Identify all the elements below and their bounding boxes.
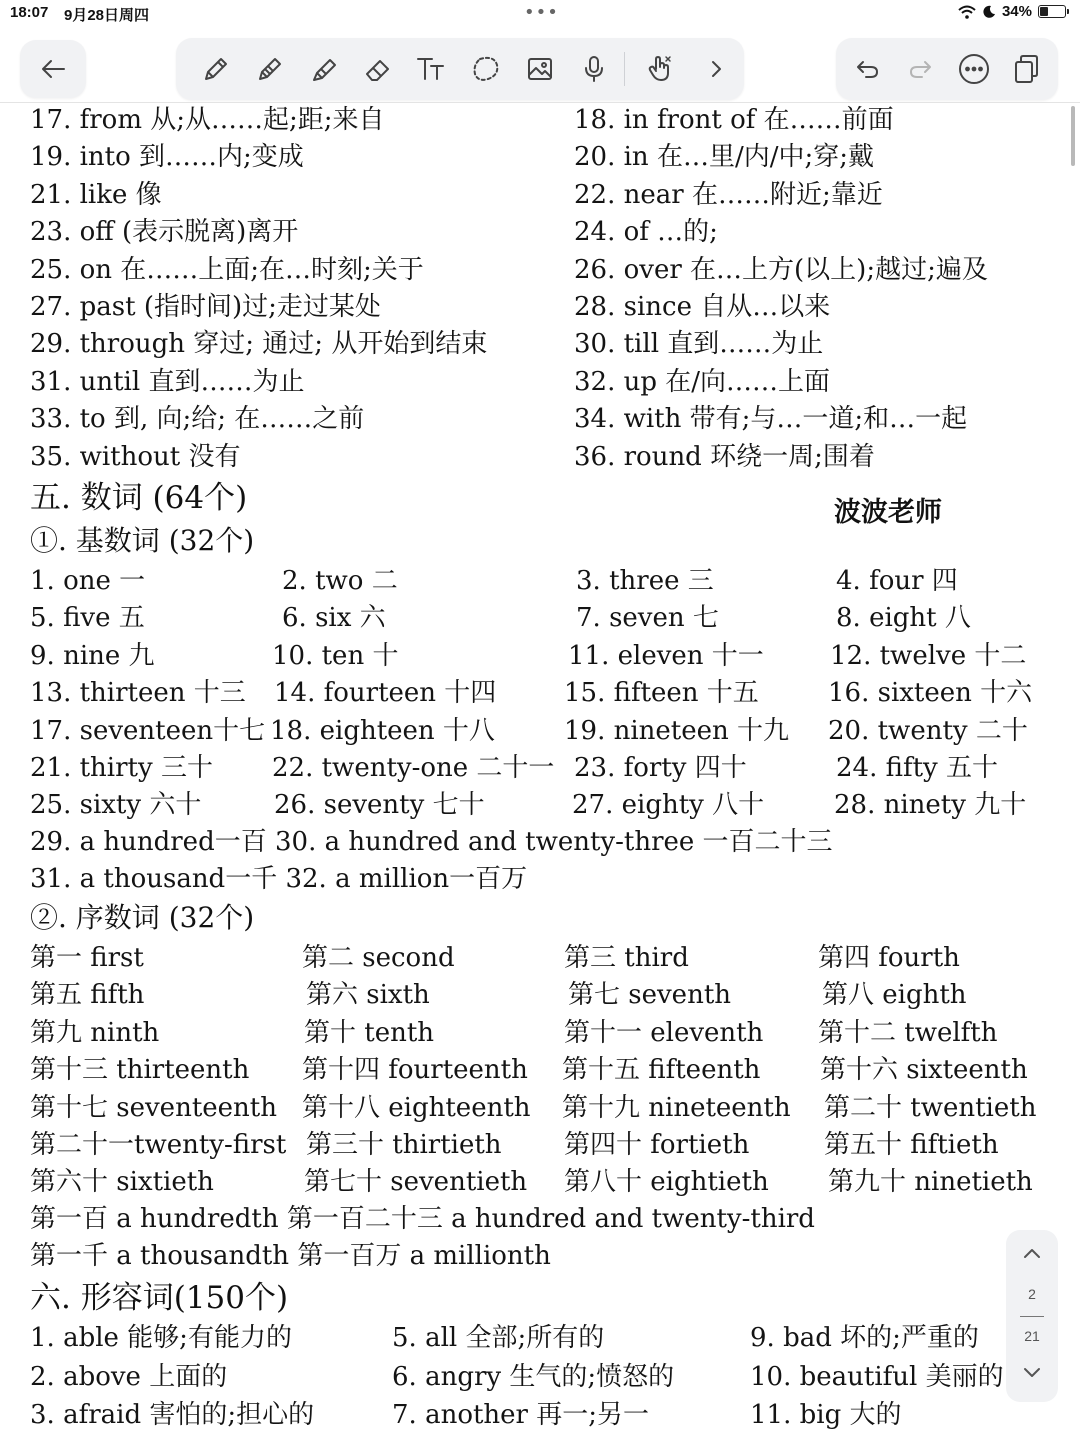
arrow-left-icon [20, 40, 86, 98]
ordinal-extra-line: 第一百 a hundredth 第一百二十三 a hundred and twenty-third [30, 1204, 815, 1234]
list-item: 16. sixteen 十六 [828, 678, 1033, 709]
list-item: 29. through 穿过; 通过; 从开始到结束 [30, 329, 488, 360]
list-item: 1. able 能够;有能力的 [30, 1323, 292, 1353]
list-item: 第十二 twelfth [818, 1017, 998, 1048]
adjectives-list [30, 1320, 1030, 1436]
list-item: 27. past (指时间)过;走过某处 [30, 291, 381, 322]
list-item: 第十六 sixteenth [820, 1055, 1028, 1086]
battery-level [1040, 7, 1048, 16]
list-item: 第七 seventh [568, 980, 732, 1011]
list-item: 第十五 fifteenth [562, 1055, 761, 1086]
more-icon[interactable] [954, 52, 994, 86]
list-item: 31. until 直到……为止 [30, 366, 305, 397]
list-row [30, 289, 1050, 326]
list-item: 21. like 像 [30, 179, 162, 210]
list-item: 第十四 fourteenth [302, 1055, 528, 1086]
status-bar [0, 0, 1080, 28]
list-row [30, 750, 1060, 787]
image-icon[interactable] [520, 52, 560, 86]
page-divider [1020, 1316, 1044, 1317]
list-row [30, 563, 1060, 600]
list-item: 第二十 twentieth [824, 1092, 1037, 1123]
ordinal-title: ②. 序数词 (32个) [30, 901, 255, 934]
wifi-icon [958, 5, 976, 19]
prepositions-list [30, 102, 1050, 476]
list-item: 第六 sixth [306, 980, 430, 1011]
list-item: 3. three 三 [576, 566, 714, 596]
list-item: 24. of …的; [574, 217, 718, 248]
list-item: 第八十 eightieth [564, 1167, 769, 1198]
list-item: 22. near 在……附近;靠近 [574, 179, 883, 210]
list-item: 第三 third [564, 943, 689, 973]
list-item: 10. beautiful 美丽的 [750, 1361, 1004, 1392]
list-item: 18. in front of 在……前面 [574, 105, 894, 135]
list-item: 28. since 自从…以来 [574, 291, 831, 322]
list-item: 18. eighteen 十八 [270, 715, 495, 746]
list-item: 9. bad 坏的;严重的 [750, 1323, 979, 1353]
list-item: 21. thirty 三十 [30, 752, 213, 783]
list-row [30, 638, 1060, 675]
page-down-button[interactable] [1006, 1366, 1058, 1380]
list-item: 第二 second [302, 943, 455, 973]
list-item: 11. big 大的 [750, 1400, 902, 1430]
cardinal-numbers-list [30, 563, 1060, 825]
status-date: 9月28日周四 [64, 7, 150, 24]
list-item: 27. eighty 八十 [572, 790, 765, 821]
current-page: 2 [1028, 1286, 1036, 1302]
undo-icon[interactable] [848, 52, 888, 86]
drawing-tools-bar [176, 38, 744, 100]
total-pages: 21 [1024, 1328, 1040, 1344]
section-title-numerals: 五. 数词 (64个) [30, 480, 248, 516]
list-item: 第五十 fiftieth [824, 1129, 999, 1160]
list-item: 第一 first [30, 943, 144, 973]
list-item: 35. without 没有 [30, 441, 241, 472]
cardinal-title: ①. 基数词 (32个) [30, 524, 255, 557]
list-row [30, 1164, 1060, 1201]
hand-touch-icon[interactable] [640, 52, 680, 86]
list-row [30, 1127, 1060, 1164]
teacher-watermark: 波波老师 [834, 497, 942, 528]
toolbar-divider [624, 52, 625, 86]
list-item: 7. another 再一;另一 [392, 1400, 650, 1430]
section-title-adjectives: 六. 形容词(150个) [30, 1280, 289, 1316]
list-item: 10. ten 十 [272, 640, 399, 671]
list-row [30, 252, 1050, 289]
list-item: 6. angry 生气的;愤怒的 [392, 1361, 675, 1392]
list-item: 19. into 到……内;变成 [30, 142, 304, 173]
actions-bar [836, 38, 1058, 100]
list-item: 8. eight 八 [836, 603, 971, 634]
list-row [30, 102, 1050, 139]
list-row [30, 326, 1050, 363]
pen-icon[interactable] [196, 52, 236, 86]
list-item: 第十七 seventeenth [30, 1092, 277, 1123]
list-item: 22. twenty-one 二十一 [272, 752, 555, 783]
list-item: 第九 ninth [30, 1017, 160, 1048]
list-item: 25. on 在……上面;在…时刻;关于 [30, 254, 424, 285]
list-row [30, 787, 1060, 824]
list-item: 23. off (表示脱离)离开 [30, 217, 299, 248]
list-row [30, 675, 1060, 712]
highlighter-icon[interactable] [304, 52, 344, 86]
status-time: 18:07 [10, 4, 49, 21]
microphone-icon[interactable] [574, 52, 614, 86]
battery-icon [1038, 5, 1066, 18]
ordinal-numbers-list [30, 940, 1060, 1202]
list-item: 11. eleven 十一 [568, 640, 764, 671]
list-item: 24. fifty 五十 [836, 752, 998, 783]
moon-icon [982, 5, 996, 19]
list-item: 第六十 sixtieth [30, 1167, 214, 1198]
list-row [30, 1359, 1030, 1398]
list-item: 第四 fourth [818, 943, 960, 973]
list-item: 36. round 环绕一周;围着 [574, 441, 875, 472]
list-item: 第十八 eighteenth [302, 1092, 531, 1123]
list-item: 13. thirteen 十三 [30, 678, 246, 709]
list-row [30, 1397, 1030, 1436]
pencil-icon[interactable] [250, 52, 290, 86]
list-item: 12. twelve 十二 [830, 640, 1027, 671]
chevron-right-icon[interactable] [696, 52, 736, 86]
list-row [30, 1090, 1060, 1127]
list-row [30, 177, 1050, 214]
eraser-icon[interactable] [358, 52, 398, 86]
list-item: 5. all 全部;所有的 [392, 1323, 605, 1353]
cardinal-extra-line: 31. a thousand一千 32. a million一百万 [30, 864, 528, 894]
list-item: 6. six 六 [282, 603, 386, 634]
list-item: 2. above 上面的 [30, 1361, 228, 1392]
list-item: 19. nineteen 十九 [564, 715, 790, 746]
list-row [30, 940, 1060, 977]
list-row [30, 139, 1050, 176]
list-item: 28. ninety 九十 [834, 790, 1027, 821]
list-row [30, 1052, 1060, 1089]
scrollbar[interactable] [1071, 106, 1075, 166]
pages-icon[interactable] [1006, 52, 1046, 86]
list-item: 26. seventy 七十 [274, 790, 485, 821]
status-indicators [958, 3, 1066, 20]
list-item: 5. five 五 [30, 603, 145, 634]
list-item: 1. one 一 [30, 566, 146, 596]
redo-icon[interactable] [900, 52, 940, 86]
list-item: 第十 tenth [304, 1017, 435, 1048]
list-row [30, 214, 1050, 251]
list-item: 第七十 seventieth [304, 1167, 528, 1198]
list-item: 第十九 nineteenth [562, 1092, 791, 1123]
list-item: 第五 fifth [30, 980, 145, 1011]
back-button[interactable] [20, 40, 86, 98]
list-item: 第十一 eleventh [564, 1017, 764, 1048]
list-item: 34. with 带有;与…一道;和…一起 [574, 404, 968, 435]
page-up-button[interactable] [1006, 1246, 1058, 1260]
list-item: 20. twenty 二十 [828, 715, 1028, 746]
chevron-down-icon [1022, 1366, 1042, 1380]
list-item: 4. four 四 [836, 566, 958, 596]
list-item: 第三十 thirtieth [306, 1129, 502, 1160]
list-item: 17. from 从;从……起;距;来自 [30, 105, 385, 135]
list-row [30, 1320, 1030, 1359]
list-item: 第十三 thirteenth [30, 1055, 250, 1086]
list-row [30, 401, 1050, 438]
multitask-dots[interactable]: ••• [524, 2, 559, 23]
chevron-up-icon [1022, 1246, 1042, 1260]
lasso-icon[interactable] [466, 52, 506, 86]
list-row [30, 600, 1060, 637]
list-item: 30. till 直到……为止 [574, 329, 824, 360]
cardinal-extra-line: 29. a hundred一百 30. a hundred and twenty-three 一百二十三 [30, 827, 833, 857]
list-row [30, 364, 1050, 401]
battery-percent: 34% [1001, 3, 1032, 20]
list-row [30, 439, 1050, 476]
list-item: 第二十一twenty-first [30, 1129, 287, 1160]
list-item: 9. nine 九 [30, 640, 155, 671]
list-item: 第九十 ninetieth [828, 1167, 1033, 1198]
list-item: 第八 eighth [822, 980, 967, 1011]
list-item: 33. to 到, 向;给; 在……之前 [30, 404, 365, 435]
list-item: 14. fourteen 十四 [274, 678, 497, 709]
text-tool-icon[interactable] [412, 52, 452, 86]
list-row [30, 977, 1060, 1014]
list-row [30, 713, 1060, 750]
page-navigator [1006, 1230, 1058, 1402]
list-item: 32. up 在/向……上面 [574, 366, 831, 397]
ordinal-extra-line: 第一千 a thousandth 第一百万 a millionth [30, 1241, 551, 1271]
list-item: 第四十 fortieth [564, 1129, 750, 1160]
list-item: 17. seventeen十七 [30, 715, 266, 746]
list-item: 23. forty 四十 [574, 752, 747, 783]
list-row [30, 1015, 1060, 1052]
list-item: 25. sixty 六十 [30, 790, 202, 821]
list-item: 15. fifteen 十五 [564, 678, 759, 709]
list-item: 26. over 在…上方(以上);越过;遍及 [574, 254, 988, 285]
list-item: 20. in 在…里/内/中;穿;戴 [574, 142, 874, 173]
list-item: 2. two 二 [282, 566, 398, 596]
list-item: 7. seven 七 [576, 603, 719, 634]
list-item: 3. afraid 害怕的;担心的 [30, 1400, 315, 1430]
